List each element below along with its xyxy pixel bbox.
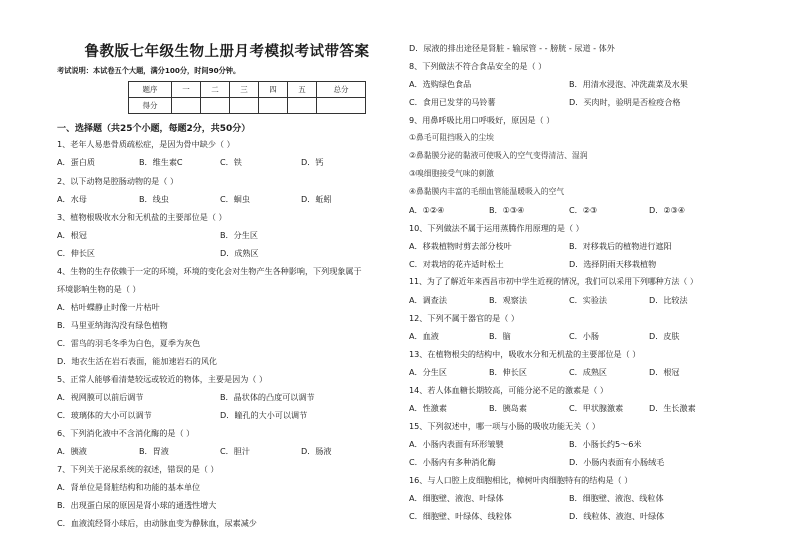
option: C．对栽培的花卉适时松土 [409, 259, 504, 269]
option: B．维生素C [139, 157, 183, 167]
question-1: 1、老年人易患骨质疏松症，是因为骨中缺少（ ） [57, 139, 235, 149]
option: D．蚯蚓 [301, 194, 332, 204]
option: B．马里亚纳海沟没有绿色植物 [57, 320, 168, 330]
question-5: 5、正常人能够看清楚较远或较近的物体，主要是因为（ ） [57, 374, 268, 384]
option: B．细胞壁、液泡、线粒体 [569, 493, 664, 503]
option: D．线粒体、液泡、叶绿体 [569, 511, 665, 521]
option: C．雷鸟的羽毛冬季为白色，夏季为灰色 [57, 338, 201, 348]
score-header-cell: 题序 [129, 82, 172, 98]
option: D．买肉时，验明是否检疫合格 [569, 97, 681, 107]
option: C．小肠 [569, 331, 599, 341]
option: A．胰液 [57, 446, 87, 456]
option: A．水母 [57, 194, 87, 204]
option: A．小肠内表面有环形皱襞 [409, 439, 504, 449]
question-4-continued: 环境影响生物的是（ ） [57, 284, 141, 294]
score-cell [201, 98, 230, 114]
question-3: 3、植物根吸收水分和无机盐的主要部位是（ ） [57, 212, 227, 222]
section-heading: 一、选择题（共25个小题，每题2分，共50分） [57, 124, 251, 134]
question-7: 7、下列关于泌尿系统的叙述，错误的是（ ） [57, 464, 219, 474]
score-header-cell: 一 [172, 82, 201, 98]
option: A．根冠 [57, 230, 87, 240]
option: B．伸长区 [489, 367, 527, 377]
option: C．胆汁 [220, 446, 250, 456]
option: D．尿液的排出途径是肾脏 - 输尿管 - - 膀胱 - 尿道 - 体外 [409, 43, 615, 53]
option: B．线虫 [139, 194, 169, 204]
option: A．肾单位是肾脏结构和功能的基本单位 [57, 482, 201, 492]
option: D．小肠内表面有小肠绒毛 [569, 457, 665, 467]
option: D．②③④ [649, 205, 686, 215]
option: C．细胞壁、叶绿体、线粒体 [409, 511, 512, 521]
option: C．成熟区 [569, 367, 608, 377]
score-cell [288, 98, 317, 114]
score-header-cell: 三 [230, 82, 259, 98]
option: A．性激素 [409, 403, 447, 413]
statement: ④鼻黏膜内丰富的毛细血管能温暖吸入的空气 [409, 187, 565, 196]
score-cell [259, 98, 288, 114]
page-title: 鲁教版七年级生物上册月考模拟考试带答案 [84, 43, 370, 60]
option: A．分生区 [409, 367, 447, 377]
option: B．胃液 [139, 446, 169, 456]
score-header-cell: 五 [288, 82, 317, 98]
option: A．蛋白质 [57, 157, 95, 167]
option: C．甲状腺激素 [569, 403, 624, 413]
option: C．血液流经肾小球后，由动脉血变为静脉血，尿素减少 [57, 518, 257, 528]
option: C．伸长区 [57, 248, 96, 258]
option: A．选购绿色食品 [409, 79, 472, 89]
option: B．①③④ [489, 205, 525, 215]
option: C．小肠内有多种消化酶 [409, 457, 496, 467]
question-2: 2、以下动物是腔肠动物的是（ ） [57, 176, 179, 186]
question-13: 13、在植物根尖的结构中，吸收水分和无机盐的主要部位是（ ） [409, 349, 641, 359]
option: C．玻璃体的大小可以调节 [57, 410, 152, 420]
option: D．皮肤 [649, 331, 680, 341]
option: B．小肠长约5～6米 [569, 439, 642, 449]
option: A．血液 [409, 331, 439, 341]
option: A．枯叶蝶静止时像一片枯叶 [57, 302, 160, 312]
option: D．比较法 [649, 295, 688, 305]
exam-instructions: 考试说明：本试卷五个大题，满分100分，时间90分钟。 [57, 66, 241, 75]
option: B．胰岛素 [489, 403, 527, 413]
option: A．细胞壁、液泡、叶绿体 [409, 493, 504, 503]
score-table [128, 81, 366, 114]
option: C．食用已发芽的马铃薯 [409, 97, 496, 107]
option: C．铁 [220, 157, 242, 167]
option: A．调查法 [409, 295, 447, 305]
question-14: 14、若人体血糖长期较高，可能分泌不足的激素是（ ） [409, 385, 609, 395]
option: C．实验法 [569, 295, 608, 305]
score-cell [230, 98, 259, 114]
score-header-cell: 总分 [317, 82, 366, 98]
question-15: 15、下列叙述中，哪一项与小肠的吸收功能无关（ ） [409, 421, 600, 431]
option: B．脑 [489, 331, 511, 341]
score-header-cell: 四 [259, 82, 288, 98]
option: A．①②④ [409, 205, 445, 215]
option: A．移栽植物时剪去部分枝叶 [409, 241, 512, 251]
score-cell [172, 98, 201, 114]
option: B．分生区 [220, 230, 258, 240]
score-table-header-row [129, 82, 366, 98]
score-cell [317, 98, 366, 114]
option: B．晶状体的凸度可以调节 [220, 392, 315, 402]
option: D．肠液 [301, 446, 332, 456]
question-4: 4、生物的生存依赖于一定的环境，环境的变化会对生物产生各种影响，下列现象属于 [57, 266, 362, 276]
statement: ③嗅细胞接受气味的刺激 [409, 169, 494, 178]
option: B．用清水浸泡、冲洗蔬菜及水果 [569, 79, 688, 89]
statement: ①鼻毛可阻挡吸入的尘埃 [409, 133, 494, 142]
question-11: 11、为了了解近年来西昌市初中学生近视的情况，我们可以采用下列哪种方法（ ） [409, 277, 698, 286]
option: B．对移栽后的植物进行遮阳 [569, 241, 672, 251]
option: A．视网膜可以前后调节 [57, 392, 144, 402]
question-12: 12、下列不属于器官的是（ ） [409, 313, 519, 323]
score-table-row [129, 98, 366, 114]
question-10: 10、下列做法不属于运用蒸腾作用原理的是（ ） [409, 223, 584, 233]
option: D．钙 [301, 157, 324, 167]
option: D．根冠 [649, 367, 680, 377]
option: B．观察法 [489, 295, 527, 305]
option: D．生长激素 [649, 403, 696, 413]
question-6: 6、下列消化液中不含消化酶的是（ ） [57, 428, 195, 438]
statement: ②鼻黏膜分泌的黏液可使吸入的空气变得清洁、湿润 [409, 151, 588, 160]
question-9: 9、用鼻呼吸比用口呼吸好，原因是（ ） [409, 115, 555, 125]
option: C．②③ [569, 205, 598, 215]
option: D．地衣生活在岩石表面，能加速岩石的风化 [57, 356, 218, 366]
option: D．选择阴雨天移栽植物 [569, 259, 657, 269]
option: D．成熟区 [220, 248, 259, 258]
option: D．瞳孔的大小可以调节 [220, 410, 308, 420]
option: B．出现蛋白尿的原因是肾小球的通透性增大 [57, 500, 217, 510]
question-8: 8、下列做法不符合食品安全的是（ ） [409, 61, 547, 71]
score-row-label: 得分 [129, 98, 172, 114]
question-16: 16、与人口腔上皮细胞相比，樟树叶肉细胞特有的结构是（ ） [409, 475, 633, 485]
option: C．蛔虫 [220, 194, 250, 204]
score-header-cell: 二 [201, 82, 230, 98]
